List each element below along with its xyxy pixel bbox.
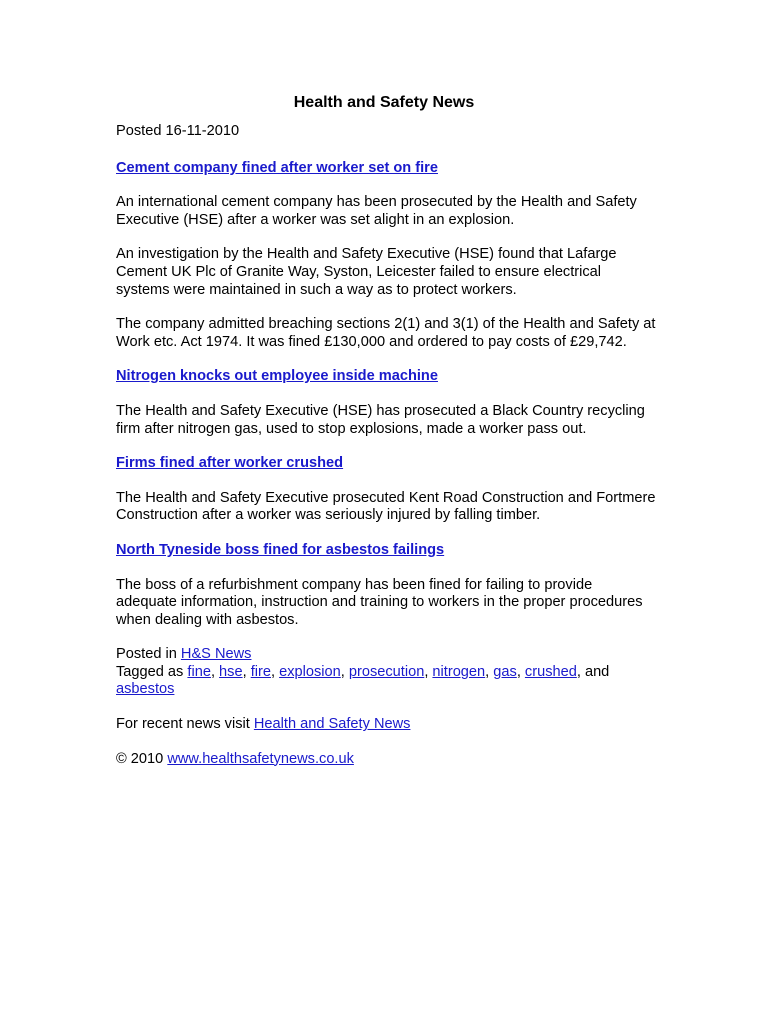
tag-link-gas[interactable]: gas <box>493 663 517 680</box>
copyright-prefix: © 2010 <box>116 750 168 767</box>
recent-news-prefix: For recent news visit <box>116 716 254 733</box>
tag-link-fine[interactable]: fine <box>187 663 211 680</box>
posted-in-line <box>116 646 656 664</box>
tag-link-prosecution[interactable]: prosecution <box>348 663 425 680</box>
category-link[interactable]: H&S News <box>180 646 252 663</box>
copyright-line <box>116 751 656 769</box>
article <box>116 542 656 629</box>
article-paragraph: The Health and Safety Executive (HSE) has prosecuted a Black Country recycling firm after nitrogen gas, used to stop explosions, made a worker pass out. <box>116 402 645 437</box>
tag-link-explosion[interactable]: explosion <box>279 663 341 680</box>
page-title: Health and Safety News <box>293 94 475 111</box>
article-headline-link[interactable]: Cement company fined after worker set on fire <box>116 159 438 176</box>
tag-link-nitrogen[interactable]: nitrogen <box>432 663 486 680</box>
article-headline-link[interactable]: Firms fined after worker crushed <box>116 455 344 472</box>
tag-link-asbestos[interactable]: asbestos <box>116 681 175 698</box>
article <box>116 368 656 438</box>
tagged-as-prefix: Tagged as <box>116 663 188 680</box>
document-page <box>116 93 656 785</box>
article-headline-link[interactable]: North Tyneside boss fined for asbestos failings <box>116 541 445 558</box>
recent-news-line <box>116 716 656 734</box>
tag-list: fine, hse, fire, explosion, prosecution, nitrogen, gas, crushed, and asbestos <box>116 663 610 698</box>
website-link[interactable]: www.healthsafetynews.co.uk <box>167 750 354 767</box>
tagged-as-line <box>116 664 656 699</box>
article-paragraph: The boss of a refurbishment company has been fined for failing to provide adequate information, instruction and training to workers in the proper procedures when dealing with asbestos. <box>116 576 643 628</box>
article-paragraph: An international cement company has been prosecuted by the Health and Safety Executive (HSE) after a worker was set alight in an explosion. <box>116 194 637 228</box>
tag-link-hse[interactable]: hse <box>219 663 243 680</box>
tag-link-crushed[interactable]: crushed <box>524 663 577 680</box>
posted-in-prefix: Posted in <box>116 646 181 663</box>
article <box>116 160 656 352</box>
article <box>116 455 656 525</box>
article-paragraph: An investigation by the Health and Safety Executive (HSE) found that Lafarge Cement UK Plc of Granite Way, Syston, Leicester failed to ensure electrical systems were maintained in such a way as to protect workers. <box>116 246 617 298</box>
article-paragraph: The Health and Safety Executive prosecuted Kent Road Construction and Fortmere Construction after a worker was seriously injured by falling timber. <box>116 489 656 524</box>
post-meta <box>116 646 656 699</box>
article-paragraph: The company admitted breaching sections 2(1) and 3(1) of the Health and Safety at Work etc. Act 1974. It was fined £130,000 and ordered to pay costs of £29,742. <box>116 316 656 350</box>
article-headline-link[interactable]: Nitrogen knocks out employee inside machine <box>116 368 438 385</box>
tag-link-fire[interactable]: fire <box>250 663 271 680</box>
recent-news-link[interactable]: Health and Safety News <box>253 716 411 733</box>
posted-date: Posted 16-11-2010 <box>116 123 240 139</box>
